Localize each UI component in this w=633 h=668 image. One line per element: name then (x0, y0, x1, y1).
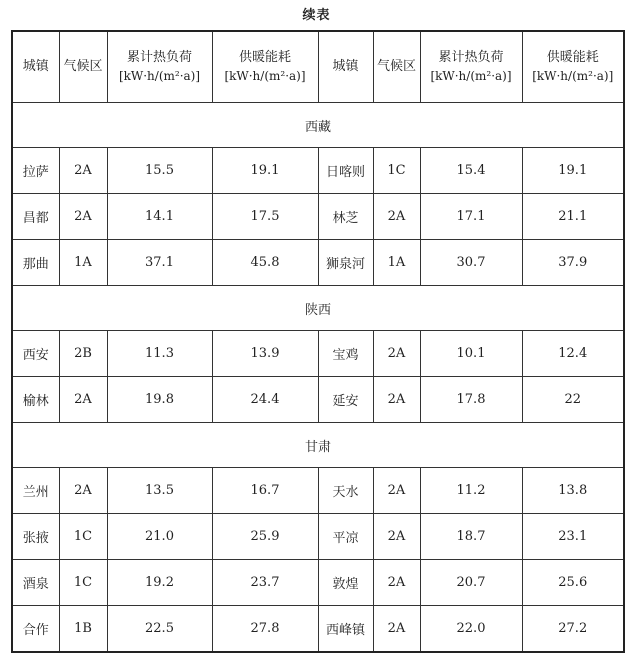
header-heat-load (107, 31, 212, 103)
cell-zone: 2A (373, 606, 420, 653)
cell-zone: 1C (59, 514, 107, 560)
cell-heat-load: 21.0 (107, 514, 212, 560)
cell-city: 拉萨 (12, 148, 59, 194)
cell-heating-energy: 27.8 (212, 606, 318, 653)
table-caption: 续表 (302, 8, 331, 23)
cell-heat-load: 11.2 (420, 468, 522, 514)
group-label: 陕西 (12, 286, 624, 331)
header-row (12, 31, 624, 103)
cell-heating-energy: 45.8 (212, 240, 318, 286)
cell-city: 狮泉河 (318, 240, 373, 286)
cell-zone: 2A (59, 194, 107, 240)
cell-heating-energy: 21.1 (522, 194, 624, 240)
table-row (12, 240, 624, 286)
header-heat-load-title: 累计热负荷 (126, 50, 192, 65)
cell-heat-load: 13.5 (107, 468, 212, 514)
header-city: 城镇 (12, 31, 59, 103)
cell-zone: 1A (373, 240, 420, 286)
cell-heat-load: 18.7 (420, 514, 522, 560)
header-city-2: 城镇 (318, 31, 373, 103)
cell-zone: 2A (59, 468, 107, 514)
cell-heating-energy: 12.4 (522, 331, 624, 377)
header-heat-load-unit-2: [kW·h/(m²·a)] (430, 69, 512, 83)
cell-city: 敦煌 (318, 560, 373, 606)
cell-heating-energy: 25.9 (212, 514, 318, 560)
cell-zone: 1A (59, 240, 107, 286)
header-heating-energy (212, 31, 318, 103)
table-row (12, 514, 624, 560)
cell-heat-load: 11.3 (107, 331, 212, 377)
cell-zone: 2A (59, 377, 107, 423)
cell-zone: 2A (59, 148, 107, 194)
cell-heat-load: 15.4 (420, 148, 522, 194)
cell-heating-energy: 25.6 (522, 560, 624, 606)
cell-heating-energy: 13.9 (212, 331, 318, 377)
table-row (12, 560, 624, 606)
cell-city: 兰州 (12, 468, 59, 514)
cell-heating-energy: 27.2 (522, 606, 624, 653)
table-row (12, 468, 624, 514)
cell-zone: 1C (373, 148, 420, 194)
cell-heating-energy: 24.4 (212, 377, 318, 423)
cell-heat-load: 22.0 (420, 606, 522, 653)
header-heating-energy-title: 供暖能耗 (238, 50, 291, 65)
table-row (12, 194, 624, 240)
cell-heat-load: 37.1 (107, 240, 212, 286)
table-row (12, 606, 624, 653)
cell-zone: 2A (373, 514, 420, 560)
header-heat-load-2 (420, 31, 522, 103)
cell-heat-load: 17.1 (420, 194, 522, 240)
cell-heat-load: 10.1 (420, 331, 522, 377)
cell-heat-load: 15.5 (107, 148, 212, 194)
group-row-shaanxi (12, 286, 624, 331)
cell-heating-energy: 22 (522, 377, 624, 423)
cell-heating-energy: 37.9 (522, 240, 624, 286)
cell-heat-load: 20.7 (420, 560, 522, 606)
cell-zone: 2A (373, 377, 420, 423)
cell-heating-energy: 23.7 (212, 560, 318, 606)
header-zone: 气候区 (59, 31, 107, 103)
cell-zone: 2B (59, 331, 107, 377)
cell-city: 平凉 (318, 514, 373, 560)
header-heating-energy-title-2: 供暖能耗 (546, 50, 599, 65)
cell-city: 西峰镇 (318, 606, 373, 653)
header-heating-energy-2 (522, 31, 624, 103)
cell-zone: 2A (373, 560, 420, 606)
cell-heating-energy: 16.7 (212, 468, 318, 514)
cell-heat-load: 19.8 (107, 377, 212, 423)
group-row-gansu (12, 423, 624, 468)
group-label: 甘肃 (12, 423, 624, 468)
cell-heating-energy: 17.5 (212, 194, 318, 240)
cell-city: 昌都 (12, 194, 59, 240)
table-row (12, 377, 624, 423)
cell-city: 日喀则 (318, 148, 373, 194)
cell-zone: 2A (373, 331, 420, 377)
group-label: 西藏 (12, 103, 624, 148)
header-heating-energy-unit: [kW·h/(m²·a)] (224, 69, 306, 83)
table-row (12, 148, 624, 194)
header-heating-energy-unit-2: [kW·h/(m²·a)] (532, 69, 614, 83)
cell-heating-energy: 23.1 (522, 514, 624, 560)
cell-city: 宝鸡 (318, 331, 373, 377)
cell-heating-energy: 19.1 (212, 148, 318, 194)
cell-city: 林芝 (318, 194, 373, 240)
cell-city: 西安 (12, 331, 59, 377)
heating-data-table (11, 30, 625, 653)
cell-heating-energy: 13.8 (522, 468, 624, 514)
cell-zone: 2A (373, 194, 420, 240)
cell-heat-load: 17.8 (420, 377, 522, 423)
cell-heat-load: 22.5 (107, 606, 212, 653)
header-heat-load-unit: [kW·h/(m²·a)] (118, 69, 201, 83)
cell-city: 酒泉 (12, 560, 59, 606)
cell-heat-load: 14.1 (107, 194, 212, 240)
cell-city: 天水 (318, 468, 373, 514)
header-heat-load-title-2: 累计热负荷 (438, 50, 504, 65)
cell-city: 张掖 (12, 514, 59, 560)
cell-city: 合作 (12, 606, 59, 653)
table-row (12, 331, 624, 377)
cell-zone: 1C (59, 560, 107, 606)
cell-city: 那曲 (12, 240, 59, 286)
cell-city: 延安 (318, 377, 373, 423)
cell-city: 榆林 (12, 377, 59, 423)
cell-heating-energy: 19.1 (522, 148, 624, 194)
cell-zone: 1B (59, 606, 107, 653)
cell-heat-load: 19.2 (107, 560, 212, 606)
group-row-xizang (12, 103, 624, 148)
cell-zone: 2A (373, 468, 420, 514)
header-zone-2: 气候区 (373, 31, 420, 103)
cell-heat-load: 30.7 (420, 240, 522, 286)
